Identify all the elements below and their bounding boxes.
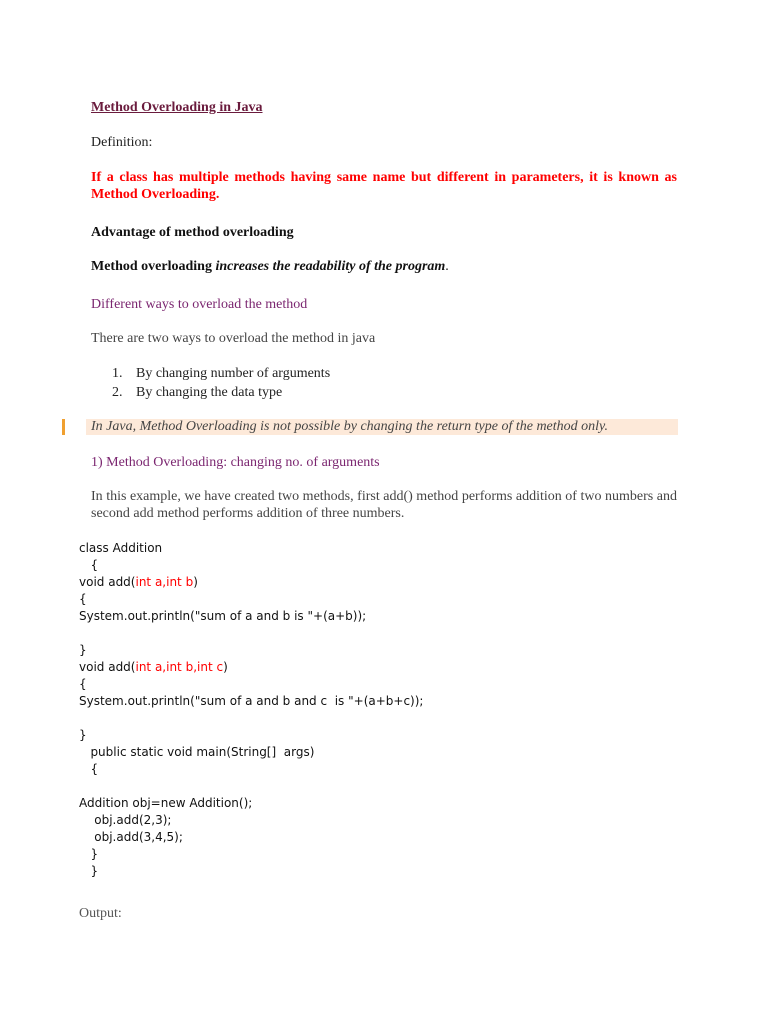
ways-heading: Different ways to overload the method: [91, 297, 308, 312]
code-line: }: [79, 643, 87, 657]
code-line: }: [79, 728, 87, 742]
definition-text: If a class has multiple methods having same name but different in parameters, it is known as Method Overloading.: [91, 170, 677, 202]
code-line: {: [79, 592, 87, 606]
note-text: In Java, Method Overloading is not possible by changing the return type of the method only.: [91, 419, 608, 434]
code-line: class Addition: [79, 541, 163, 555]
code-line: {: [79, 762, 99, 776]
definition-label: Definition:: [91, 135, 153, 150]
code-line: void add(int a,int b): [79, 575, 198, 589]
section1-heading: 1) Method Overloading: changing no. of arguments: [91, 455, 380, 470]
note-accent-bar: [62, 419, 65, 435]
code-line: obj.add(3,4,5);: [79, 830, 183, 844]
code-line: System.out.println("sum of a and b and c is "+(a+b+c));: [79, 694, 424, 708]
ways-intro: There are two ways to overload the method in java: [91, 331, 376, 346]
section1-paragraph: In this example, we have created two methods, first add() method performs addition of two numbers and second add method performs addition of three numbers.: [91, 489, 677, 521]
code-line: {: [79, 558, 99, 572]
code-line: Addition obj=new Addition();: [79, 796, 253, 810]
advantage-heading: Advantage of method overloading: [91, 225, 294, 240]
advantage-italic: increases the readability of the program: [215, 259, 446, 274]
advantage-end: .: [445, 259, 449, 274]
list-item: 1. By changing number of arguments: [112, 366, 331, 381]
document-title: Method Overloading in Java: [91, 100, 263, 115]
advantage-bold: Method overloading: [91, 259, 216, 274]
ways-list: [112, 365, 330, 403]
code-line: [79, 778, 423, 795]
output-label: Output:: [79, 906, 122, 921]
code-block: [79, 540, 423, 880]
code-line: }: [79, 864, 99, 878]
code-line: obj.add(2,3);: [79, 813, 172, 827]
advantage-text: [91, 258, 449, 275]
code-line: void add(int a,int b,int c): [79, 660, 228, 674]
code-line: }: [79, 847, 99, 861]
note-box: [86, 419, 678, 435]
code-line: System.out.println("sum of a and b is "+(a+b));: [79, 609, 367, 623]
list-item: 2. By changing the data type: [112, 385, 283, 400]
code-line: public static void main(String[] args): [79, 745, 315, 759]
code-line: {: [79, 677, 87, 691]
code-line: [79, 625, 423, 642]
code-line: [79, 710, 423, 727]
